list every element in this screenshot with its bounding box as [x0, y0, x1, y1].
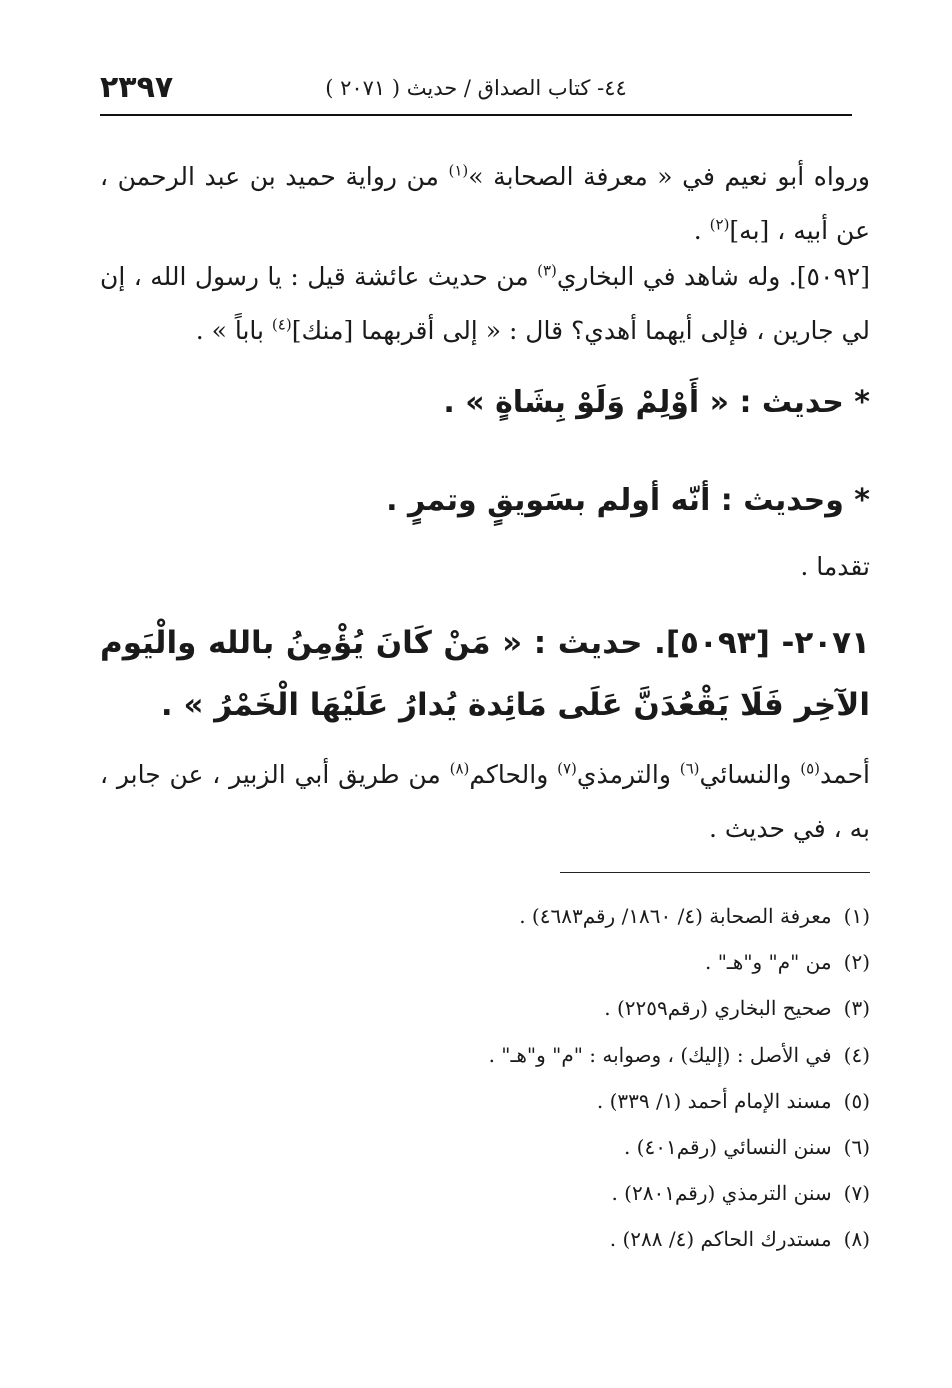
footnote-number: (٤) [843, 1042, 870, 1067]
footnote-number: (٣) [843, 996, 870, 1021]
footnote-number: (١) [843, 904, 870, 928]
footnote-ref-1[interactable]: (١) [448, 161, 469, 180]
para3-nasai: والنسائي [699, 760, 801, 789]
footnote-text: في الأصل : (إليك) ، وصوابه : "م" و"هـ" . [488, 1042, 832, 1067]
footnote-text: صحيح البخاري (رقم٢٢٥٩) . [604, 996, 832, 1021]
footnote-ref-6[interactable]: (٦) [679, 759, 700, 778]
footnote-text: سنن النسائي (رقم٤٠١) . [623, 1134, 832, 1159]
para2-text-a: [٥٠٩٢]. وله شاهد في البخاري [556, 262, 870, 291]
footnote-ref-4[interactable]: (٤) [271, 315, 292, 334]
footnote-number: (٧) [843, 1181, 870, 1206]
footnote-text: معرفة الصحابة (٤/ ١٨٦٠/ رقم٤٦٨٣) . [519, 904, 832, 928]
para1-text-c: . [693, 216, 710, 245]
footnote-item [100, 1173, 870, 1219]
footnote-separator [560, 872, 870, 873]
paragraph-abu-nuaym [100, 150, 870, 258]
footnote-ref-7[interactable]: (٧) [557, 759, 577, 778]
footnote-text: من "م" و"هـ" . [705, 950, 832, 975]
para3-hakim: والحاكم [469, 760, 558, 789]
footnote-number: (٥) [843, 1088, 870, 1113]
footnote-item [100, 1035, 870, 1081]
footnote-item [100, 1219, 870, 1265]
footnote-number: (٢) [843, 950, 870, 975]
para2-text-b: من حديث عائشة قيل : يا رسول الله ، إن لي جارين ، فإلى أيهما أهدي؟ قال : « إلى أقربهما [منك] [100, 262, 870, 345]
paragraph-bukhari [100, 250, 870, 358]
hadith-2071: ٢٠٧١- [٥٠٩٣]. حديث : « مَنْ كَانَ يُؤْمِنُ بالله والْيَوم الآخِر فَلَا يَقْعُدَنَّ عَلَى مَائِدة يُدارُ عَلَيْهَا الْخَمْرُ » . [100, 625, 871, 723]
footnote-number: (٨) [843, 1227, 870, 1252]
page-number: ٢٣٩٧ [100, 70, 174, 105]
footnote-item [100, 896, 870, 942]
hadith-sawiq: * وحديث : أنّه أولم بسَويقٍ وتمرٍ . [386, 483, 870, 518]
footnote-ref-3[interactable]: (٣) [537, 261, 557, 280]
footnote-item [100, 1127, 870, 1173]
footnote-text: سنن الترمذي (رقم٢٨٠١) . [611, 1181, 832, 1206]
note-taqaddama: تقدما . [800, 552, 870, 581]
footnote-text: مسند الإمام أحمد (١/ ٣٣٩) . [596, 1088, 832, 1113]
page-header [100, 66, 852, 116]
footnote-ref-8[interactable]: (٨) [449, 759, 470, 778]
footnote-item [100, 988, 870, 1034]
header-rule [100, 114, 852, 116]
para3-ahmad: أحمد [820, 760, 870, 789]
footnote-item [100, 1081, 870, 1127]
footnote-item [100, 942, 870, 988]
para3-rest: من طريق أبي الزبير ، عن جابر ، به ، في حديث . [100, 760, 870, 843]
para2-text-c: باباً » . [195, 316, 272, 345]
hadith-walima: * حديث : « أَوْلِمْ وَلَوْ بِشَاةٍ » . [443, 385, 870, 420]
para1-text-b: من رواية حميد بن عبد الرحمن ، عن أبيه ، [به] [100, 162, 870, 245]
footnote-number: (٦) [843, 1134, 870, 1159]
footnote-ref-2[interactable]: (٢) [709, 215, 730, 234]
running-title: ٤٤- كتاب الصداق / حديث ( ٢٠٧١ ) [325, 76, 627, 100]
para3-tirmidhi: والترمذي [576, 760, 680, 789]
footnote-ref-5[interactable]: (٥) [800, 759, 821, 778]
footnotes-list [100, 896, 870, 1266]
para1-text-a: ورواه أبو نعيم في « معرفة الصحابة » [468, 162, 871, 191]
paragraph-takhrij [100, 748, 870, 856]
footnote-text: مستدرك الحاكم (٤/ ٢٨٨) . [609, 1227, 832, 1252]
